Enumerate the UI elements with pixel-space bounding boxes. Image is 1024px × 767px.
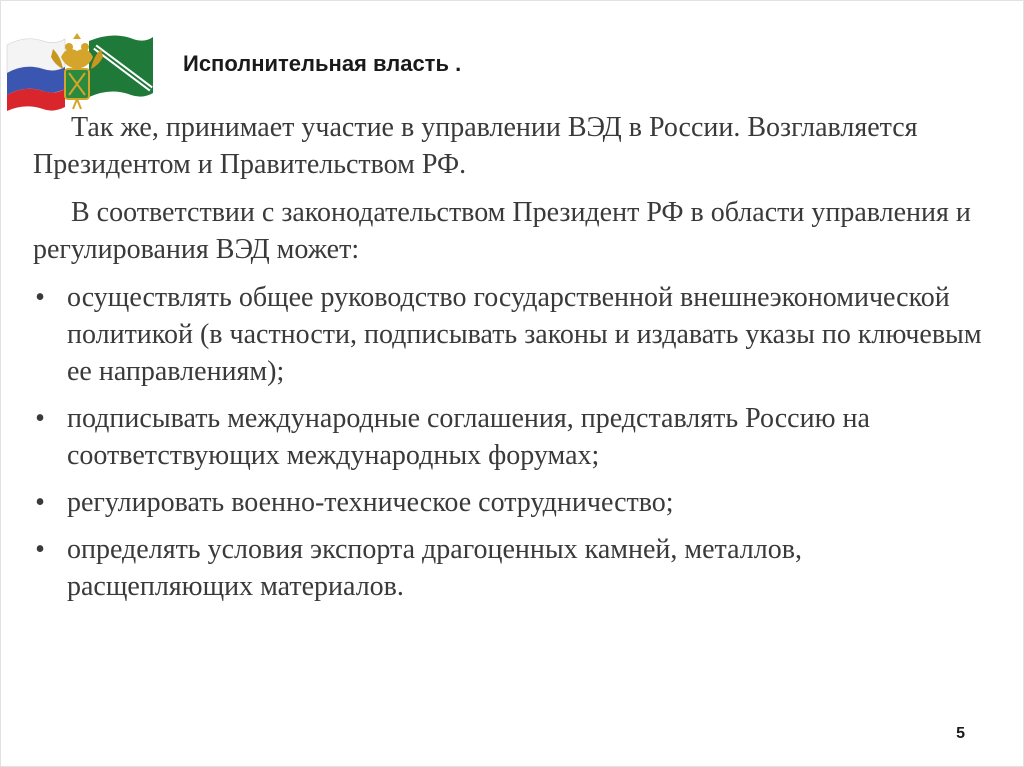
russian-flag-icon (7, 39, 65, 111)
page-number: 5 (956, 725, 965, 742)
bullet-icon: • (35, 534, 45, 565)
bullet-icon: • (35, 403, 45, 434)
list-item-text: определять условия экспорта драгоценных камней, металлов, расщепляющих материалов. (67, 534, 802, 602)
flags-emblem-icon (3, 27, 155, 113)
list-item (33, 484, 983, 521)
list-item (33, 279, 983, 390)
list-item (33, 400, 983, 474)
list-item-text: подписывать международные соглашения, представлять Россию на соответствующих международных форумах; (67, 403, 870, 471)
page-title: Исполнительная власть . (183, 51, 462, 76)
powers-paragraph: В соответствии с законодательством Президент РФ в области управления и регулирования ВЭД может: (33, 197, 971, 265)
list-item-text: осуществлять общее руководство государственной внешнеэкономической политикой (в частности, подписывать законы и издавать указы по ключевым ее направлениям); (67, 282, 982, 387)
list-item-text: регулировать военно-техническое сотрудничество; (67, 487, 674, 518)
bullet-icon: • (35, 487, 45, 518)
list-item (33, 531, 983, 605)
intro-paragraph: Так же, принимает участие в управлении ВЭД в России. Возглавляется Президентом и Правительством РФ. (33, 112, 918, 180)
slide-content (33, 109, 983, 615)
customs-flag-icon (89, 35, 153, 97)
bullet-icon: • (35, 282, 45, 313)
powers-list (33, 279, 983, 605)
